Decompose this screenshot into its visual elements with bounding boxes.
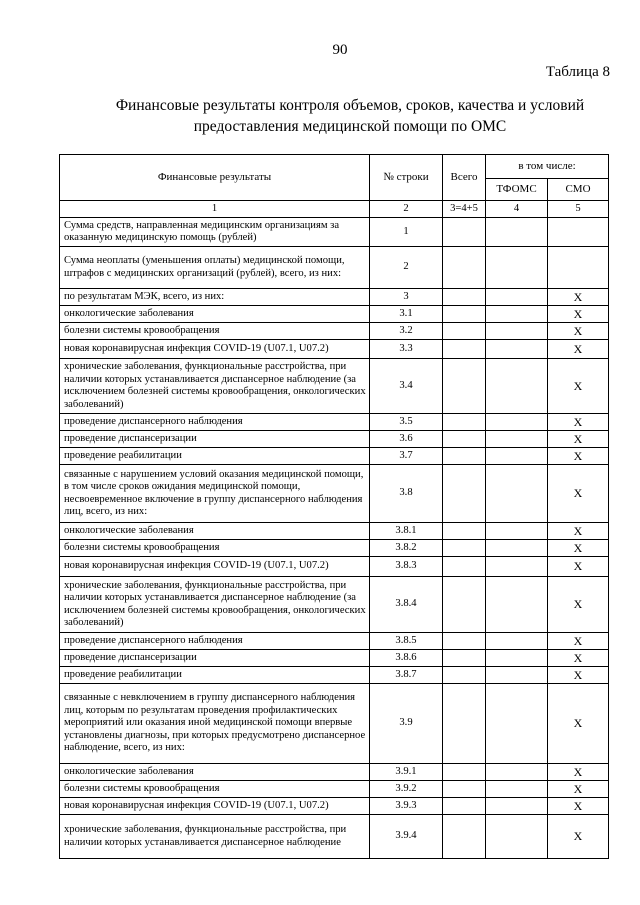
row-total (443, 306, 486, 323)
row-total (443, 247, 486, 289)
table-label: Таблица 8 (545, 64, 610, 80)
index-cell-5: 5 (548, 201, 609, 218)
row-tfoms (486, 633, 548, 650)
row-name: проведение диспансерного наблюдения (60, 414, 370, 431)
row-smo: X (548, 306, 609, 323)
row-name: проведение диспансерного наблюдения (60, 633, 370, 650)
row-tfoms (486, 577, 548, 633)
row-total (443, 764, 486, 781)
row-smo: X (548, 633, 609, 650)
table-row (60, 650, 609, 667)
row-tfoms (486, 764, 548, 781)
row-smo: X (548, 431, 609, 448)
table-row (60, 540, 609, 557)
row-line-number: 3.8 (370, 465, 443, 523)
row-name: онкологические заболевания (60, 764, 370, 781)
row-smo: X (548, 414, 609, 431)
row-total (443, 431, 486, 448)
row-line-number: 3.8.7 (370, 667, 443, 684)
row-line-number: 3.9.2 (370, 781, 443, 798)
table-row (60, 684, 609, 764)
row-total (443, 781, 486, 798)
header-line-number: № строки (370, 155, 443, 201)
row-total (443, 465, 486, 523)
table-row (60, 359, 609, 414)
row-total (443, 448, 486, 465)
row-line-number: 3.9.4 (370, 815, 443, 859)
row-tfoms (486, 306, 548, 323)
row-name: онкологические заболевания (60, 523, 370, 540)
row-total (443, 540, 486, 557)
page-number: 90 (332, 42, 348, 58)
row-name: проведение реабилитации (60, 448, 370, 465)
row-total (443, 323, 486, 340)
row-tfoms (486, 815, 548, 859)
row-line-number: 3.2 (370, 323, 443, 340)
title-line-2: предоставления медицинской помощи по ОМС (193, 118, 507, 135)
row-total (443, 289, 486, 306)
row-name: Сумма средств, направленная медицинским организациям за оказанную медицинскую помощь (рублей) (60, 218, 370, 247)
row-line-number: 1 (370, 218, 443, 247)
row-line-number: 2 (370, 247, 443, 289)
index-cell-4: 4 (486, 201, 548, 218)
row-smo: X (548, 289, 609, 306)
row-tfoms (486, 557, 548, 577)
index-cell-3: 3=4+5 (443, 201, 486, 218)
index-cell-1: 1 (60, 201, 370, 218)
row-tfoms (486, 667, 548, 684)
row-smo: X (548, 577, 609, 633)
row-tfoms (486, 798, 548, 815)
financial-results-table (59, 154, 609, 859)
header-smo: СМО (548, 179, 609, 201)
header-tfoms: ТФОМС (486, 179, 548, 201)
row-smo: X (548, 323, 609, 340)
table-row (60, 815, 609, 859)
row-total (443, 557, 486, 577)
row-tfoms (486, 650, 548, 667)
row-name: болезни системы кровообращения (60, 540, 370, 557)
table-row (60, 557, 609, 577)
row-smo: X (548, 667, 609, 684)
row-total (443, 359, 486, 414)
row-name: онкологические заболевания (60, 306, 370, 323)
row-name: новая коронавирусная инфекция COVID-19 (U07.1, U07.2) (60, 557, 370, 577)
row-tfoms (486, 448, 548, 465)
row-smo (548, 247, 609, 289)
title-line-1: Финансовые результаты контроля объемов, сроков, качества и условий (115, 97, 585, 114)
document-title (70, 95, 630, 137)
table-row (60, 798, 609, 815)
row-total (443, 650, 486, 667)
header-total: Всего (443, 155, 486, 201)
row-smo: X (548, 448, 609, 465)
table-row (60, 414, 609, 431)
row-line-number: 3.7 (370, 448, 443, 465)
row-name: связанные с нарушением условий оказания медицинской помощи, в том числе сроков ожидания медицинской помощи, несвоевременное включение в группу диспансерного наблюдения лиц, всего, из них: (60, 465, 370, 523)
row-tfoms (486, 684, 548, 764)
table-row (60, 764, 609, 781)
row-tfoms (486, 247, 548, 289)
table-body (60, 218, 609, 859)
row-total (443, 414, 486, 431)
row-line-number: 3.8.4 (370, 577, 443, 633)
row-line-number: 3.8.5 (370, 633, 443, 650)
row-tfoms (486, 414, 548, 431)
row-line-number: 3.4 (370, 359, 443, 414)
row-tfoms (486, 523, 548, 540)
row-tfoms (486, 540, 548, 557)
row-line-number: 3.9.1 (370, 764, 443, 781)
index-cell-2: 2 (370, 201, 443, 218)
row-name: новая коронавирусная инфекция COVID-19 (U07.1, U07.2) (60, 340, 370, 359)
table-row (60, 667, 609, 684)
row-tfoms (486, 289, 548, 306)
row-name: болезни системы кровообращения (60, 781, 370, 798)
row-total (443, 815, 486, 859)
row-smo: X (548, 781, 609, 798)
row-line-number: 3.8.2 (370, 540, 443, 557)
header-financial-results: Финансовые результаты (60, 155, 370, 201)
index-row (60, 201, 609, 218)
row-line-number: 3.8.1 (370, 523, 443, 540)
row-tfoms (486, 781, 548, 798)
row-name: новая коронавирусная инфекция COVID-19 (U07.1, U07.2) (60, 798, 370, 815)
table-row (60, 306, 609, 323)
row-smo (548, 218, 609, 247)
header-including: в том числе: (486, 155, 609, 179)
row-tfoms (486, 340, 548, 359)
row-line-number: 3.8.6 (370, 650, 443, 667)
row-tfoms (486, 465, 548, 523)
row-name: хронические заболевания, функциональные расстройства, при наличии которых устанавливается диспансерное наблюдение (60, 815, 370, 859)
row-name: проведение диспансеризации (60, 431, 370, 448)
row-name: болезни системы кровообращения (60, 323, 370, 340)
table-row (60, 340, 609, 359)
row-smo: X (548, 557, 609, 577)
table-row (60, 218, 609, 247)
row-name: проведение диспансеризации (60, 650, 370, 667)
row-smo: X (548, 340, 609, 359)
row-smo: X (548, 764, 609, 781)
row-total (443, 340, 486, 359)
row-name: Сумма неоплаты (уменьшения оплаты) медицинской помощи, штрафов с медицинских организаций (рублей), всего, из них: (60, 247, 370, 289)
table-row (60, 448, 609, 465)
row-tfoms (486, 218, 548, 247)
row-line-number: 3.8.3 (370, 557, 443, 577)
row-name: проведение реабилитации (60, 667, 370, 684)
row-tfoms (486, 431, 548, 448)
row-line-number: 3 (370, 289, 443, 306)
row-name: связанные с невключением в группу диспансерного наблюдения лиц, которым по результатам проведения профилактических мероприятий или оказания иной медицинской помощи впервые установлены диагнозы, при которых предусмотрено диспансерное наблюдение, всего, из них: (60, 684, 370, 764)
row-line-number: 3.3 (370, 340, 443, 359)
row-total (443, 577, 486, 633)
row-smo: X (548, 540, 609, 557)
row-smo: X (548, 650, 609, 667)
row-name: хронические заболевания, функциональные расстройства, при наличии которых устанавливается диспансерное наблюдение (за исключением болезней системы кровообращения, онкологических заболеваний) (60, 359, 370, 414)
row-total (443, 523, 486, 540)
table-row (60, 465, 609, 523)
row-total (443, 798, 486, 815)
row-name: хронические заболевания, функциональные расстройства, при наличии которых устанавливается диспансерное наблюдение (за исключением болезней системы кровообращения, онкологических заболеваний) (60, 577, 370, 633)
table-row (60, 247, 609, 289)
row-total (443, 633, 486, 650)
row-smo: X (548, 815, 609, 859)
row-line-number: 3.9 (370, 684, 443, 764)
table-header (60, 155, 609, 218)
row-line-number: 3.9.3 (370, 798, 443, 815)
table-row (60, 781, 609, 798)
row-line-number: 3.1 (370, 306, 443, 323)
row-smo: X (548, 523, 609, 540)
table-row (60, 577, 609, 633)
row-tfoms (486, 359, 548, 414)
row-smo: X (548, 465, 609, 523)
table-row (60, 633, 609, 650)
row-total (443, 667, 486, 684)
row-total (443, 218, 486, 247)
table-row (60, 289, 609, 306)
row-total (443, 684, 486, 764)
row-tfoms (486, 323, 548, 340)
table-row (60, 523, 609, 540)
table-row (60, 431, 609, 448)
row-smo: X (548, 684, 609, 764)
row-line-number: 3.6 (370, 431, 443, 448)
row-smo: X (548, 798, 609, 815)
row-line-number: 3.5 (370, 414, 443, 431)
table-row (60, 323, 609, 340)
row-name: по результатам МЭК, всего, из них: (60, 289, 370, 306)
row-smo: X (548, 359, 609, 414)
